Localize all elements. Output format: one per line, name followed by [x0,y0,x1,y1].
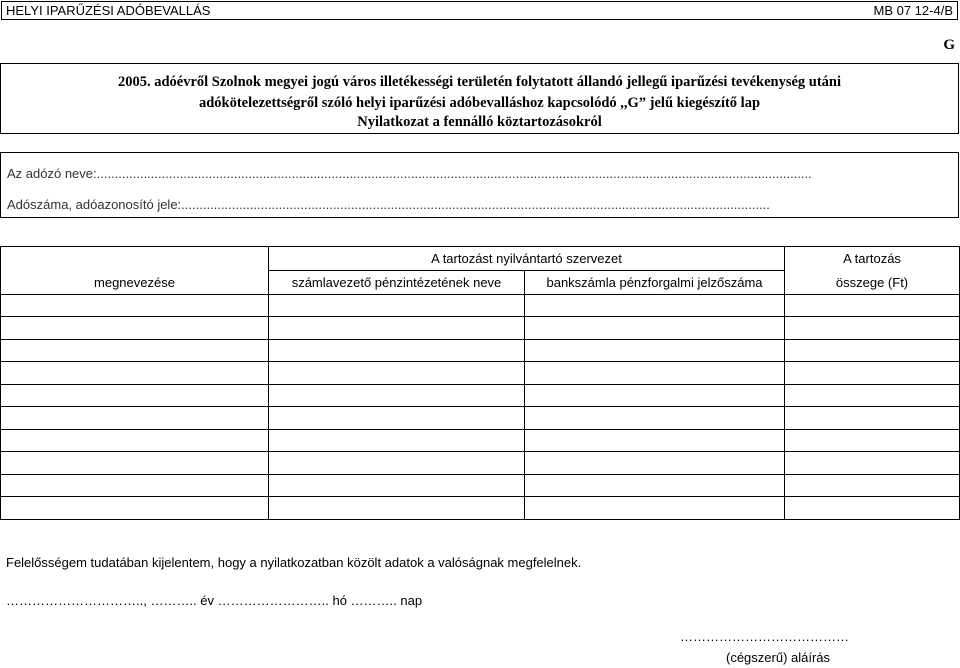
table-row [1,475,960,497]
column-header-bank-name: számlavezető pénzintézetének neve [269,271,525,295]
taxpayer-box [0,152,959,218]
table-cell[interactable] [269,497,525,520]
table-cell[interactable] [785,340,960,362]
table-row [1,497,960,520]
column-header-name: megnevezése [1,271,269,295]
table-cell[interactable] [1,452,269,475]
table-cell[interactable] [785,430,960,452]
table-cell[interactable] [525,362,785,385]
amount-header-top: A tartozás [785,247,960,271]
declaration-text: Felelősségem tudatában kijelentem, hogy a nyilatkozatban közölt adatok a valóságnak megfelelnek. [6,555,582,570]
table-cell[interactable] [1,385,269,407]
table-cell[interactable] [1,475,269,497]
table-cell[interactable] [525,430,785,452]
table-cell[interactable] [785,295,960,317]
table-cell[interactable] [525,317,785,340]
table-cell[interactable] [1,430,269,452]
title-line-2: adókötelezettségről szóló helyi iparűzési adóbevalláshoz kapcsolódó ,,G” jelű kiegészítő lap [198,95,761,111]
empty-header-cell [1,247,269,271]
table-row [1,317,960,340]
table-cell[interactable] [525,295,785,317]
debts-table [0,246,960,520]
table-cell[interactable] [525,452,785,475]
form-code: MB 07 12-4/B [873,3,953,18]
table-cell[interactable] [525,407,785,430]
table-cell[interactable] [1,317,269,340]
table-cell[interactable] [785,452,960,475]
table-row [1,407,960,430]
title-line-1: 2005. adóévről Szolnok megyei jogú város illetékességi területén folytatott állandó jellegű iparűzési tevékenység utáni [117,74,842,90]
table-cell[interactable] [525,340,785,362]
signature-label: (cégszerű) aláírás [726,650,831,665]
table-row [1,340,960,362]
table-cell[interactable] [1,362,269,385]
table-cell[interactable] [269,452,525,475]
date-field[interactable]: ………………………….., ……….. év …………………….. hó ……….. nap [6,593,423,608]
table-row [1,385,960,407]
table-cell[interactable] [269,317,525,340]
table-cell[interactable] [269,407,525,430]
table-cell[interactable] [785,317,960,340]
table-cell[interactable] [269,430,525,452]
table-row [1,452,960,475]
table-cell[interactable] [269,340,525,362]
table-cell[interactable] [269,475,525,497]
table-cell[interactable] [785,497,960,520]
table-cell[interactable] [525,385,785,407]
table-cell[interactable] [1,497,269,520]
table-cell[interactable] [785,475,960,497]
sheet-letter: G [943,37,955,53]
form-header-title: HELYI IPARŰZÉSI ADÓBEVALLÁS [6,3,211,18]
signature-line[interactable]: ………………………………… [680,629,849,644]
table-row [1,295,960,317]
tax-id-field[interactable]: Adószáma, adóazonosító jele:................................................................................................................................................................... [7,197,770,212]
table-cell[interactable] [525,475,785,497]
table-cell[interactable] [269,295,525,317]
table-cell[interactable] [269,362,525,385]
table-cell[interactable] [785,362,960,385]
taxpayer-name-field[interactable]: Az adózó neve:...................................................................................................................................................................................................... [7,166,812,181]
table-row [1,430,960,452]
table-cell[interactable] [1,295,269,317]
table-cell[interactable] [1,407,269,430]
table-cell[interactable] [269,385,525,407]
title-line-3: Nyilatkozat a fennálló köztartozásokról [357,114,602,130]
column-header-amount: összege (Ft) [785,271,960,295]
form-header-bar [1,1,958,20]
table-group-header: A tartozást nyilvántartó szervezet [269,247,785,271]
table-cell[interactable] [785,407,960,430]
table-row [1,362,960,385]
table-cell[interactable] [1,340,269,362]
table-cell[interactable] [525,497,785,520]
title-box [0,63,959,134]
table-cell[interactable] [785,385,960,407]
column-header-account-number: bankszámla pénzforgalmi jelzőszáma [525,271,785,295]
